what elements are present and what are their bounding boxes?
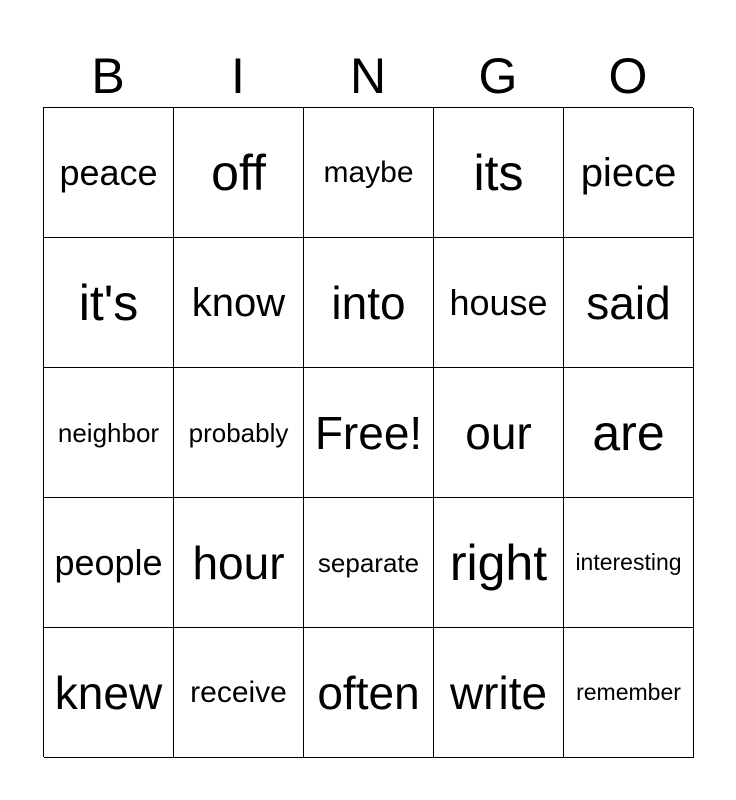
bingo-cell[interactable]: separate — [304, 498, 434, 628]
header-letter-g: G — [478, 48, 518, 104]
bingo-cell[interactable]: said — [564, 238, 694, 368]
bingo-cell[interactable]: hour — [174, 498, 304, 628]
bingo-cell[interactable]: peace — [44, 108, 174, 238]
bingo-cell[interactable]: maybe — [304, 108, 434, 238]
bingo-cell[interactable]: remember — [564, 628, 694, 758]
header-letter-b: B — [91, 48, 125, 104]
bingo-cell[interactable]: probably — [174, 368, 304, 498]
bingo-cell[interactable]: neighbor — [44, 368, 174, 498]
bingo-cell[interactable]: interesting — [564, 498, 694, 628]
bingo-cell[interactable]: write — [434, 628, 564, 758]
bingo-cell[interactable]: into — [304, 238, 434, 368]
bingo-cell[interactable]: knew — [44, 628, 174, 758]
bingo-cell[interactable]: its — [434, 108, 564, 238]
bingo-cell[interactable]: our — [434, 368, 564, 498]
bingo-cell[interactable]: it's — [44, 238, 174, 368]
bingo-cell[interactable]: are — [564, 368, 694, 498]
bingo-cell[interactable]: people — [44, 498, 174, 628]
bingo-cell[interactable]: off — [174, 108, 304, 238]
header-letter-n: N — [349, 48, 387, 104]
bingo-cell[interactable]: piece — [564, 108, 694, 238]
bingo-cell[interactable]: often — [304, 628, 434, 758]
bingo-cell[interactable]: right — [434, 498, 564, 628]
bingo-header — [43, 46, 693, 106]
free-space-cell[interactable]: Free! — [304, 368, 434, 498]
header-letter-i: I — [231, 48, 245, 104]
bingo-cell[interactable]: receive — [174, 628, 304, 758]
bingo-cell[interactable]: house — [434, 238, 564, 368]
header-letter-o: O — [608, 48, 648, 104]
bingo-board — [43, 107, 693, 757]
bingo-cell[interactable]: know — [174, 238, 304, 368]
